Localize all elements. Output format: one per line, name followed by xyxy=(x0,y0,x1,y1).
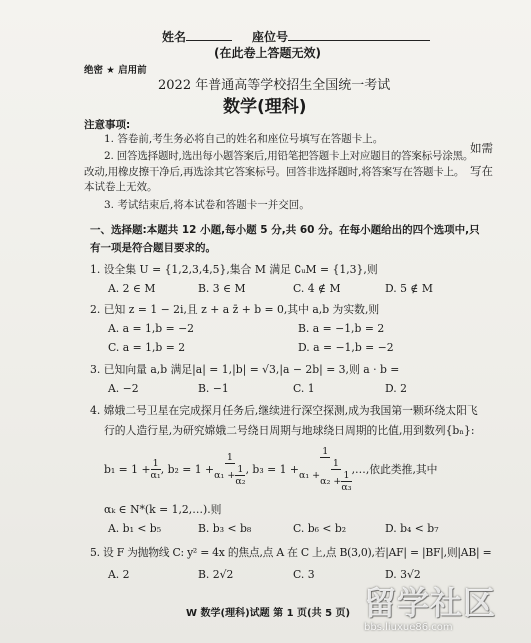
name-blank xyxy=(186,29,232,41)
exam-title: 2022 年普通高等学校招生全国统一考试 xyxy=(158,78,391,93)
b2-label: , b₂ = 1 + xyxy=(160,463,215,476)
q2-option-a: A. a = 1,b = −2 xyxy=(108,322,195,335)
watermark-url: bbs.liuxue86.com xyxy=(364,622,453,633)
name-field xyxy=(162,28,232,45)
b3-den-a1: α₁ + xyxy=(298,470,321,481)
seat-field xyxy=(252,28,430,45)
q2-option-b: B. a = −1,b = 2 xyxy=(298,322,385,335)
q3-option-c: C. 1 xyxy=(293,382,315,395)
b3-inner-num: 1 xyxy=(343,470,350,481)
notes-heading: 注意事项: xyxy=(84,119,131,131)
q1-option-b: B. 3 ∈ M xyxy=(198,282,246,295)
sequence-formula xyxy=(104,446,437,493)
section-1-intro: 一、选择题:本题共 12 小题,每小题 5 分,共 60 分。在每小题给出的四个选项中,只 xyxy=(90,224,480,236)
page-footer: W 数学(理科)试题 第 1 页(共 5 页) xyxy=(186,608,351,619)
notes-item-2: 2. 回答选择题时,选出每小题答案后,用铅笔把答题卡上对应题目的答案标号涂黑。 xyxy=(104,150,474,162)
seat-label: 座位号 xyxy=(252,30,289,44)
b2-numerator: 1 xyxy=(226,452,233,463)
q4-option-a: A. b₁ < b₅ xyxy=(108,522,162,535)
notes-item-2-line3: 本试卷上无效。 xyxy=(84,181,158,193)
q4-option-c: C. b₆ < b₂ xyxy=(293,522,347,535)
section-1-intro-2: 有一项是符合题目要求的。 xyxy=(90,242,216,254)
b2-inner-fraction xyxy=(235,464,245,487)
notes-item-1: 1. 答卷前,考生务必将自己的姓名和座位号填写在答题卡上。 xyxy=(104,133,384,145)
watermark-logo: 留学社区 xyxy=(364,584,497,622)
q5-option-c: C. 3 xyxy=(293,568,315,581)
question-4-condition: αₖ ∈ N*(k = 1,2,…).则 xyxy=(104,503,222,516)
b2-inner-den: α₂ xyxy=(235,476,246,487)
b3-mid-num: 1 xyxy=(332,458,339,469)
b3-inner-den: α₃ xyxy=(341,482,352,493)
question-4-line-2: 行的人造行星,为研究嫦娥二号绕日周期与地球绕日周期的比值,用到数列{bₙ}: xyxy=(104,424,475,437)
invalid-note: (在此卷上答题无效) xyxy=(214,46,321,60)
b3-denominator xyxy=(299,458,352,493)
q1-option-d: D. 5 ∉ M xyxy=(385,282,433,295)
b1-fraction xyxy=(151,458,161,481)
question-1-stem: 1. 设全集 U = {1,2,3,4,5},集合 M 满足 ∁ᵤM = {1,3},则 xyxy=(90,263,378,276)
notes-item-2-margin: 如需 xyxy=(470,141,493,155)
b3-inner-fraction xyxy=(341,470,351,493)
question-5-stem: 5. 设 F 为抛物线 C: y² = 4x 的焦点,点 A 在 C 上,点 B(3,0),若|AF| = |BF|,则|AB| = xyxy=(90,546,492,559)
b3-numerator: 1 xyxy=(322,446,329,457)
b3-mid-den xyxy=(320,470,351,493)
q3-option-a: A. −2 xyxy=(108,382,139,395)
name-label: 姓名 xyxy=(162,30,187,44)
b1-denominator: α₁ xyxy=(150,470,161,481)
q5-option-d: D. 3√2 xyxy=(385,568,421,581)
q3-option-d: D. 2 xyxy=(385,382,408,395)
q4-option-d: D. b₄ < b₇ xyxy=(385,522,439,535)
q5-option-b: B. 2√2 xyxy=(198,568,234,581)
b1-numerator: 1 xyxy=(152,458,159,469)
b3-den-a2: α₂ + xyxy=(320,476,342,487)
b2-denominator xyxy=(214,464,245,487)
notes-item-2-line2: 改动,用橡皮擦干净后,再选涂其它答案标号。回答非选择题时,将答案写在答题卡上。 xyxy=(84,166,465,178)
q5-option-a: A. 2 xyxy=(108,568,130,581)
q1-option-a: A. 2 ∈ M xyxy=(108,282,156,295)
q2-option-c: C. a = 1,b = 2 xyxy=(108,341,186,354)
b2-inner-num: 1 xyxy=(237,464,244,475)
seat-blank xyxy=(288,29,430,41)
q2-option-d: D. a = −1,b = −2 xyxy=(298,341,394,354)
notes-item-3: 3. 考试结束后,将本试卷和答题卡一并交回。 xyxy=(104,199,310,211)
question-4-line-1: 4. 嫦娥二号卫星在完成探月任务后,继续进行深空探测,成为我国第一颗环绕太阳飞 xyxy=(90,404,478,417)
q1-option-c: C. 4 ∉ M xyxy=(293,282,341,295)
b3-fraction xyxy=(299,446,352,493)
secret-tag: 绝密 ★ 启用前 xyxy=(84,65,147,76)
b3-mid-fraction xyxy=(320,458,351,493)
question-3-stem: 3. 已知向量 a,b 满足|a| = 1,|b| = √3,|a − 2b| = 3,则 a · b = xyxy=(90,363,400,376)
b2-den-a1: α₁ + xyxy=(214,470,236,481)
question-2-stem: 2. 已知 z = 1 − 2i,且 z + a z̄ + b = 0,其中 a,b 为实数,则 xyxy=(90,303,380,316)
b2-fraction xyxy=(214,452,245,487)
q3-option-b: B. −1 xyxy=(198,382,229,395)
notes-item-2-margin2: 写在 xyxy=(470,164,493,178)
q4-option-b: B. b₃ < b₈ xyxy=(198,522,252,535)
b3-label: , b₃ = 1 + xyxy=(245,463,299,476)
sequence-tail: ,…,依此类推,其中 xyxy=(351,463,438,476)
subject-title: 数学(理科) xyxy=(223,97,307,117)
b1-label: b₁ = 1 + xyxy=(104,463,151,476)
